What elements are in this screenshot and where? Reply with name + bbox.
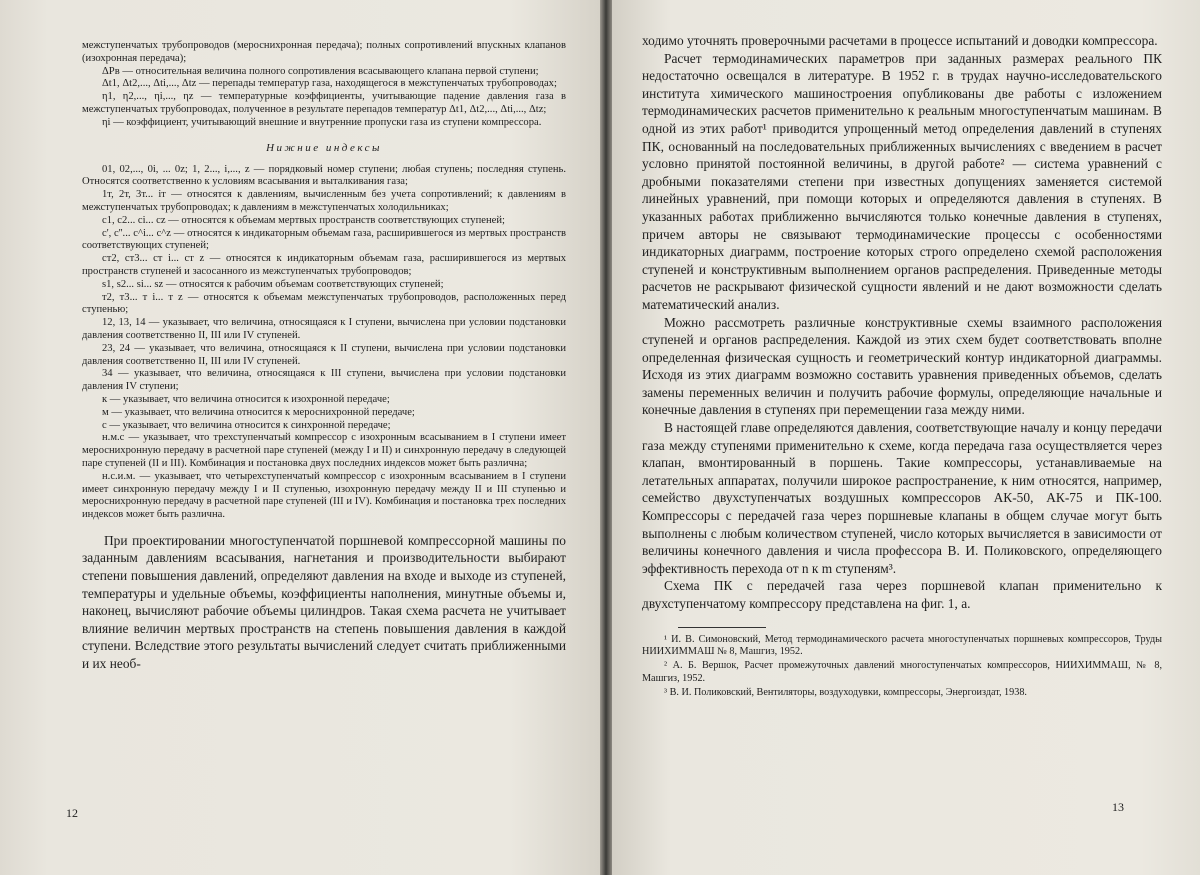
index-line: cт2, cт3... cт i... cт z — относятся к индикаторным объемам газа, расширившегося из мертвых пространств ступеней и засосанного из межступенчатых трубопроводов;: [82, 253, 566, 277]
footnote-divider: [678, 627, 766, 628]
index-line: с — указывает, что величина относится к синхронной передаче;: [102, 419, 391, 431]
index-line: т2, т3... т i... т z — относятся к объемам межступенчатых трубопроводов, расположенных перед ступенью;: [82, 291, 566, 316]
index-line: c1, c2... ci... cz — относятся к объемам мертвых пространств соответствующих ступеней;: [102, 214, 505, 226]
page-number: 13: [1112, 800, 1124, 814]
right-page: [612, 0, 1200, 875]
index-line: 34 — указывает, что величина, относящаяся к III ступени, вычислена при условии подстановки давления IV ступени;: [82, 368, 566, 393]
index-line: c', c''... c^i... c^z — относятся к индикаторным объемам газа, расширившегося из мертвых пространств соответствующих ступеней;: [82, 227, 566, 252]
body-paragraph: Расчет термодинамических параметров при заданных размерах реального ПК недостаточно освещался в литературе. В 1952 г. в трудах научно-исследовательского института химического машиностроения опубликованы две работы с изложением термодинамических расчетов применительно к реальным многоступенчатым машинам. В одной из этих работ¹ приводится упрощенный метод определения давлений в ступенях ПК, основанный на последовательных приближенных вычислениях с введением в расчет условно принятой постоянной величины, в другой работе² — система уравнений с дробными показателями степени при известных допущениях заменяется системой линейных уравнений, при помощи которых и определяются давления в ступенях. В указанных работах приближенно вычисляются только конечные давления в ступенях, причем авторы не связывают термодинамические процессы с особенностями индикаторных диаграмм, построение которых строго определено схемой расположения ступеней и конструктивным выполнением органов распределения. Приведенные методы расчетов не раскрывают физической сущности явлений и не дают возможности сделать математический анализ.: [642, 50, 1162, 312]
body-text: [642, 32, 1162, 613]
footnotes: [642, 634, 1162, 700]
footnote: ² А. Б. Вершок, Расчет промежуточных давлений многоступенчатых компрессоров, НИИХИММАШ, № 8, Машгиз, 1952.: [642, 660, 1162, 684]
body-paragraph: Схема ПК с передачей газа через поршневой клапан применительно к двухступенчатому компрессору представлена на фиг. 1, а.: [642, 578, 1162, 611]
left-page-column: [82, 40, 566, 673]
footnote: ¹ И. В. Симоновский, Метод термодинамического расчета многоступенчатых поршневых компрессоров, Труды НИИХИММАШ № 8, Машгиз, 1952.: [642, 633, 1162, 658]
book-gutter: [600, 0, 612, 875]
index-line: к — указывает, что величина относится к изохронной передаче;: [102, 393, 390, 405]
index-line: 12, 13, 14 — указывает, что величина, относящаяся к I ступени, вычислена при условии подстановки давления соответственно II, III или IV ступеней.: [82, 317, 566, 341]
index-line: s1, s2... si... sz — относятся к рабочим объемам соответствующих ступеней;: [102, 278, 444, 290]
index-line: 01, 02,..., 0i, ... 0z; 1, 2..., i,..., z — порядковый номер ступени; любая ступень; последняя ступень. Относятся соответственно к условиям всасывания и выталкивания газа;: [82, 163, 566, 188]
body-paragraph: В настоящей главе определяются давления, соответствующие началу и концу передачи газа между ступенями применительно к схеме, когда передача газа осуществляется через клапан, вмонтированный в поршень. Такие компрессоры, устанавливаемые на летательных аппаратах, получили широкое распространение, к ним относятся, например, семейство двухступенчатых воздушных компрессоров АК-50, АК-75 и ПК-100. Компрессоры с передачей газа через поршневые клапаны в общем случае могут быть выполнены с любым количеством ступеней, число которых вычисляется в зависимости от величины конечного давления и числа профессора В. И. Поликовского, определяющего эффективность перехода от n к m ступеням³.: [642, 420, 1162, 576]
definition-line: межступенчатых трубопроводов (мероснихронная передача); полных сопротивлений впускных клапанов (изохронная передача);: [82, 40, 566, 64]
symbol-definitions: [82, 40, 566, 130]
index-line: 1т, 2т, 3т... iт — относятся к давлениям, вычисленным без учета сопротивлений; к давлениям в межступенчатых трубопроводах; к давлениям в межступенчатых холодильниках;: [82, 189, 566, 213]
definition-line: ηi — коэффициент, учитывающий внешние и внутренние пропуски газа из ступени компрессора.: [102, 116, 542, 128]
definition-line: ΔPв — относительная величина полного сопротивления всасывающего клапана первой ступени;: [102, 65, 539, 77]
body-paragraph: Можно рассмотреть различные конструктивные схемы взаимного расположения ступеней и органов распределения. Каждой из этих схем будет соответствовать вполне определенная физическая сущность и геометрический контур индикаторной диаграммы. Исходя из этих диаграмм возможно составить уравнения приведенных объемов, сделать замены переменных величин и получить рабочие формулы, определяющие начальные и конечные давления в ступенях при перемещении газа между ними.: [642, 314, 1162, 418]
body-text: [82, 532, 566, 673]
definition-line: Δt1, Δt2,..., Δti,..., Δtz — перепады температур газа, находящегося в межступенчатых трубопроводах;: [102, 78, 557, 90]
body-paragraph: При проектировании многоступенчатой поршневой компрессорной машины по заданным давлениям всасывания, нагнетания и производительности выбирают степени повышения давлений, определяют давления на входе и выходе из ступеней, температуры и удельные объемы, коэффициенты наполнения, минутные объемы и, наконец, вычисляют рабочие объемы цилиндров. Такая схема расчета не учитывает влияние величин мертвых пространств на степень повышения давления в каждой ступени. Вследствие этого результаты вычислений следует считать приближенными и их необ-: [82, 532, 566, 672]
footnote: ³ В. И. Поликовский, Вентиляторы, воздуходувки, компрессоры, Энергоиздат, 1938.: [664, 686, 1027, 698]
index-line: н.с.и.м. — указывает, что четырехступенчатый компрессор с изохронным всасыванием в I ступени имеет синхронную передачу между I и II ступенью, изохронную передачу между II и III ступенью и мероснихронную передачу в расчетной паре ступеней (III и IV). Комбинация и постановка трех последних индексов может быть различна.: [82, 470, 566, 521]
page-number: 12: [66, 806, 78, 820]
index-definitions: [82, 164, 566, 522]
section-heading: Нижние индексы: [266, 141, 382, 154]
definition-line: η1, η2,..., ηi,..., ηz — температурные коэффициенты, учитывающие падение давления газа в межступенчатых трубопроводах, полученное в результате перепадов температур Δt1, Δt2,..., Δti,..., Δtz;: [82, 91, 566, 115]
index-line: 23, 24 — указывает, что величина, относящаяся к II ступени, вычислена при условии подстановки давления соответственно II, III или IV ступеней.: [82, 342, 566, 367]
index-line: м — указывает, что величина относится к мероснихронной передаче;: [102, 406, 415, 418]
right-page-column: [642, 32, 1162, 701]
body-paragraph: ходимо уточнять проверочными расчетами в процессе испытаний и доводки компрессора.: [642, 33, 1158, 48]
index-line: н.м.с — указывает, что трехступенчатый компрессор с изохронным всасыванием в I ступени имеет мероснихронную передачу в расчетной паре ступеней (между I и II) и синхронную передачу в следующей паре ступеней (II и III). Комбинация и постановка двух последних индексов может быть различна;: [82, 432, 566, 469]
